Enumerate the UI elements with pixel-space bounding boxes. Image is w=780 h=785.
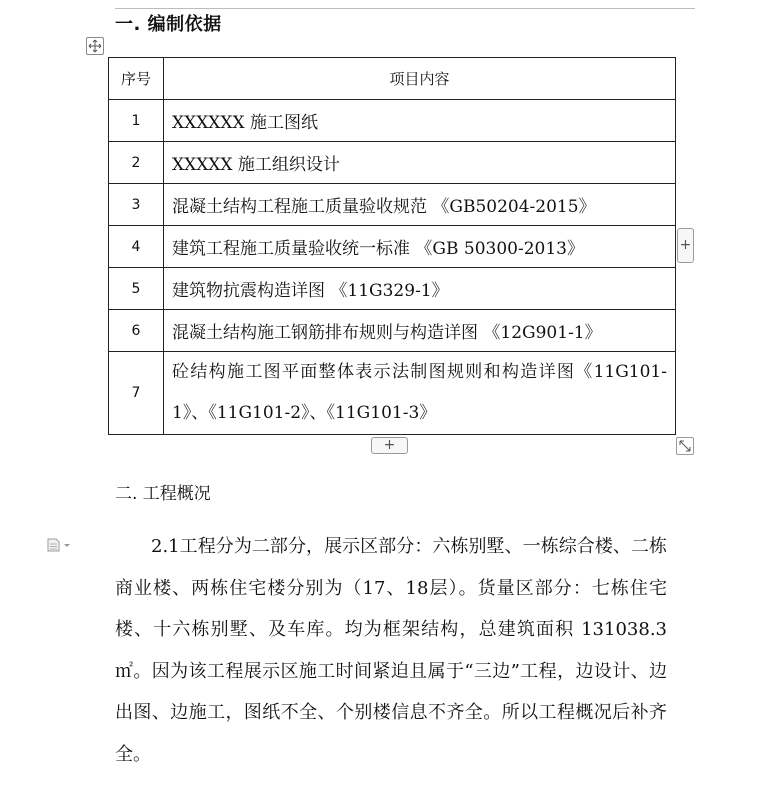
row-number: 5 xyxy=(109,268,164,310)
table-row xyxy=(109,352,676,435)
move-arrows-icon xyxy=(88,39,102,53)
table-resize-handle[interactable] xyxy=(676,437,694,455)
table-row xyxy=(109,184,676,226)
row-content: 建筑物抗震构造详图 《11G329-1》 xyxy=(164,268,676,310)
paragraph-menu[interactable] xyxy=(47,537,75,556)
table-move-handle[interactable] xyxy=(86,37,104,55)
header-content: 项目内容 xyxy=(164,58,676,100)
table-header-row xyxy=(109,58,676,100)
table-row xyxy=(109,142,676,184)
row-content: 建筑工程施工质量验收统一标准 《GB 50300-2013》 xyxy=(164,226,676,268)
basis-table xyxy=(108,57,676,435)
table-row xyxy=(109,268,676,310)
row-content: XXXXX 施工组织设计 xyxy=(164,142,676,184)
section-1-heading: 一. 编制依据 xyxy=(115,14,222,35)
row-number: 7 xyxy=(109,352,164,435)
table-row xyxy=(109,100,676,142)
overview-paragraph xyxy=(115,526,667,775)
add-column-button[interactable]: + xyxy=(677,228,694,263)
row-content: XXXXXX 施工图纸 xyxy=(164,100,676,142)
row-number: 1 xyxy=(109,100,164,142)
table-row xyxy=(109,226,676,268)
row-number: 6 xyxy=(109,310,164,352)
header-number: 序号 xyxy=(109,58,164,100)
table-row xyxy=(109,310,676,352)
diagonal-resize-icon xyxy=(677,438,693,454)
row-number: 4 xyxy=(109,226,164,268)
row-number: 3 xyxy=(109,184,164,226)
add-row-button[interactable]: + xyxy=(371,437,408,454)
row-content: 砼结构施工图平面整体表示法制图规则和构造详图《11G101-1》、《11G101-2》、《11G101-3》 xyxy=(164,352,676,435)
row-content: 混凝土结构工程施工质量验收规范 《GB50204-2015》 xyxy=(164,184,676,226)
section-2-heading: 二. 工程概况 xyxy=(115,484,211,504)
document-icon xyxy=(47,538,75,552)
page-top-rule xyxy=(115,8,695,9)
row-content: 混凝土结构施工钢筋排布规则与构造详图 《12G901-1》 xyxy=(164,310,676,352)
overview-text: 2.1工程分为二部分，展示区部分：六栋别墅、一栋综合楼、二栋商业楼、两栋住宅楼分别为（17、18层）。货量区部分：七栋住宅楼、十六栋别墅、及车库。均为框架结构，总建筑面积 131038.3㎡。因为该工程展示区施工时间紧迫且属于“三边”工程，边设计、边出图、边施工，图纸不全、个别楼信息不齐全。所以工程概况后补齐全。 xyxy=(115,536,667,765)
row-number: 2 xyxy=(109,142,164,184)
